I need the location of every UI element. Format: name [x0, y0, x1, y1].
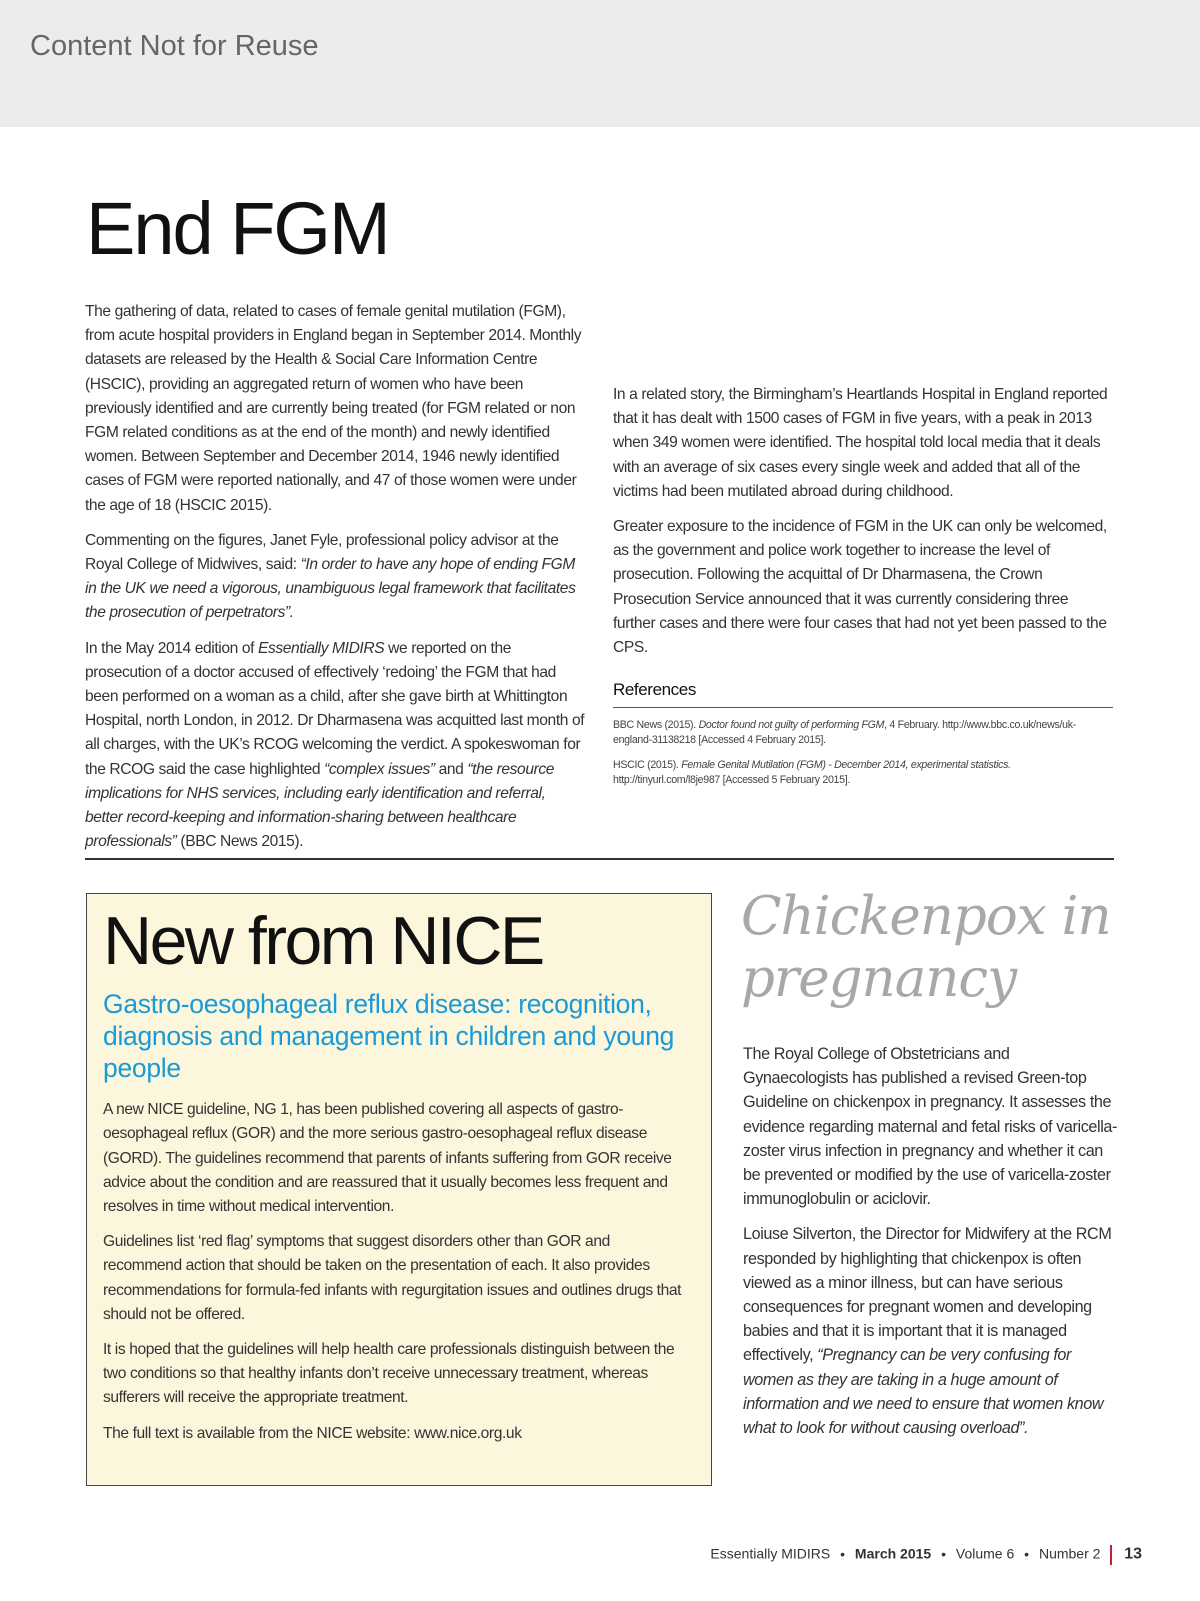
ref-author: BBC News (2015). — [613, 719, 699, 732]
ref-author: HSCIC (2015). — [613, 759, 682, 772]
reference-entry — [613, 718, 1113, 748]
footer-number: Number 2 — [1038, 1545, 1101, 1562]
fgm-text: and — [434, 760, 468, 778]
fgm-text: we reported on the prosecution of a doctor accused of effectively ‘redoing’ the FGM that had been performed on a woman as a child, after she gave birth at Whittington Hospital, north London, in 2012. Dr Dharmasena was acquitted last month of all charges, with the UK’s RCOG welcoming the verdict. A spokeswoman for the RCOG said the case highlighted — [85, 639, 585, 778]
article-title-end-fgm: End FGM — [86, 187, 389, 270]
ref-title: Female Genital Mutilation (FGM) - December 2014, experimental statistics. — [681, 759, 1011, 772]
nice-box — [86, 893, 712, 1486]
silverton-quote: “Pregnancy can be very confusing for women as they are taking in a huge amount of information and we need to ensure that women know what to look for without causing overload”. — [743, 1346, 1104, 1438]
ref-details[interactable]: http://tinyurl.com/l8je987 [Accessed 5 February 2015]. — [613, 774, 851, 787]
nice-paragraph: Guidelines list ‘red flag’ symptoms that suggest disorders other than GOR and recommend action that should be taken on the presentation of each. It also provides recommendations for formula-fed infants with regurgitation issues and outlines drugs that should not be offered. — [103, 1233, 682, 1323]
footer-publication: Essentially MIDIRS — [710, 1545, 831, 1562]
chickenpox-paragraph — [743, 1222, 1118, 1440]
nice-subtitle: Gastro-oesophageal reflux disease: recognition, diagnosis and management in children and young people — [103, 989, 675, 1084]
fgm-column-right — [613, 300, 1113, 788]
nice-title: New from NICE — [103, 903, 543, 979]
fgm-text: (BBC News 2015). — [176, 833, 304, 851]
section-divider — [85, 858, 1114, 860]
column-continuation-spacer — [613, 300, 1113, 383]
reference-entry — [613, 758, 1113, 788]
chickenpox-text: Loiuse Silverton, the Director for Midwifery at the RCM responded by highlighting that chickenpox is often viewed as a minor illness, but can have serious consequences for pregnant women and developing babies and that it is important that it is managed effectively, — [743, 1225, 1112, 1365]
nice-paragraph: It is hoped that the guidelines will help health care professionals distinguish between the two conditions so that healthy infants don’t receive unnecessary treatment, whereas sufferers will receive the appropriate treatment. — [103, 1341, 675, 1407]
ref-title: Doctor found not guilty of performing FGM — [698, 719, 885, 732]
nice-website-note[interactable]: The full text is available from the NICE website: www.nice.org.uk — [103, 1424, 522, 1442]
banner-text: Content Not for Reuse — [30, 30, 319, 62]
fgm-paragraph: Greater exposure to the incidence of FGM in the UK can only be welcomed, as the government and police work together to increase the level of prosecution. Following the acquittal of Dr Dharmasena, the Crown Prosecution Service announced that it was currently considering three further cases and there were four cases that had not yet been passed to the CPS. — [613, 518, 1107, 657]
footer-volume: Volume 6 — [955, 1545, 1015, 1562]
footer-separator: • — [941, 1545, 946, 1562]
fgm-text: In the May 2014 edition of — [85, 639, 258, 657]
fgm-paragraph: In a related story, the Birmingham’s Heartlands Hospital in England reported that it has dealt with 1500 cases of FGM in five years, with a peak in 2013 when 349 women were identified. The hospital told local media that it deals with an average of six cases every single week and added that all of the victims had been mutilated abroad during childhood. — [613, 386, 1108, 500]
fgm-text: Commenting on the figures, Janet Fyle, professional policy advisor at the Royal College of Midwives, said: — [85, 531, 559, 574]
references-heading: References — [613, 678, 1113, 708]
rcog-quote: “the resource implications for NHS services, including early identification and referral, better record-keeping and information-sharing between healthcare professionals” — [85, 760, 555, 851]
fgm-paragraph: The gathering of data, related to cases of female genital mutilation (FGM), from acute hospital providers in England began in September 2014. Monthly datasets are released by the Health & Social Care Information Centre (HSCIC), providing an aggregated return of women who have been previously identified and are currently being treated (for FGM related or non FGM related conditions as at the end of the month) and newly identified women. Between September and December 2014, 1946 newly identified cases of FGM were reported nationally, and 47 of those women were under the age of 18 (HSCIC 2015). — [85, 303, 582, 514]
chickenpox-title: Chickenpox in pregnancy — [741, 886, 1111, 1009]
footer-separator: • — [1024, 1545, 1030, 1562]
footer-separator: • — [840, 1545, 846, 1562]
fyle-quote: “In order to have any hope of ending FGM in the UK we need a vigorous, unambiguous legal framework that facilitates the prosecution of perpetrators”. — [85, 556, 576, 622]
fgm-paragraph — [85, 529, 585, 626]
footer-issue-date: March 2015 — [854, 1545, 932, 1562]
ref-details[interactable]: , 4 February. http://www.bbc.co.uk/news/uk-england-31138218 [Accessed 4 February 2015]. — [613, 719, 1076, 747]
footer-accent-bar — [1110, 1545, 1112, 1565]
fgm-paragraph — [85, 637, 585, 855]
nice-paragraph: A new NICE guideline, NG 1, has been published covering all aspects of gastro-oesophageal reflux (GOR) and the more serious gastro-oesophageal reflux disease (GORD). The guidelines recommend that parents of infants suffering from GOR receive advice about the condition and are reassured that it usually becomes less frequent and resolves in time without medical intervention. — [103, 1101, 672, 1215]
page-footer — [710, 1545, 1142, 1565]
fgm-column-left — [85, 300, 585, 865]
chickenpox-paragraph: The Royal College of Obstetricians and Gynaecologists has published a revised Green-top Guideline on chickenpox in pregnancy. It assesses the evidence regarding maternal and fetal risks of varicella-zoster virus infection in pregnancy and whether it can be prevented or modified by the use of varicella-zoster immunoglobulin or aciclovir. — [743, 1045, 1117, 1209]
content-notice-banner — [0, 0, 1200, 127]
publication-name: Essentially MIDIRS — [257, 639, 385, 657]
page-number: 13 — [1124, 1545, 1142, 1563]
rcog-quote: “complex issues” — [324, 760, 435, 778]
chickenpox-column — [743, 1042, 1118, 1451]
